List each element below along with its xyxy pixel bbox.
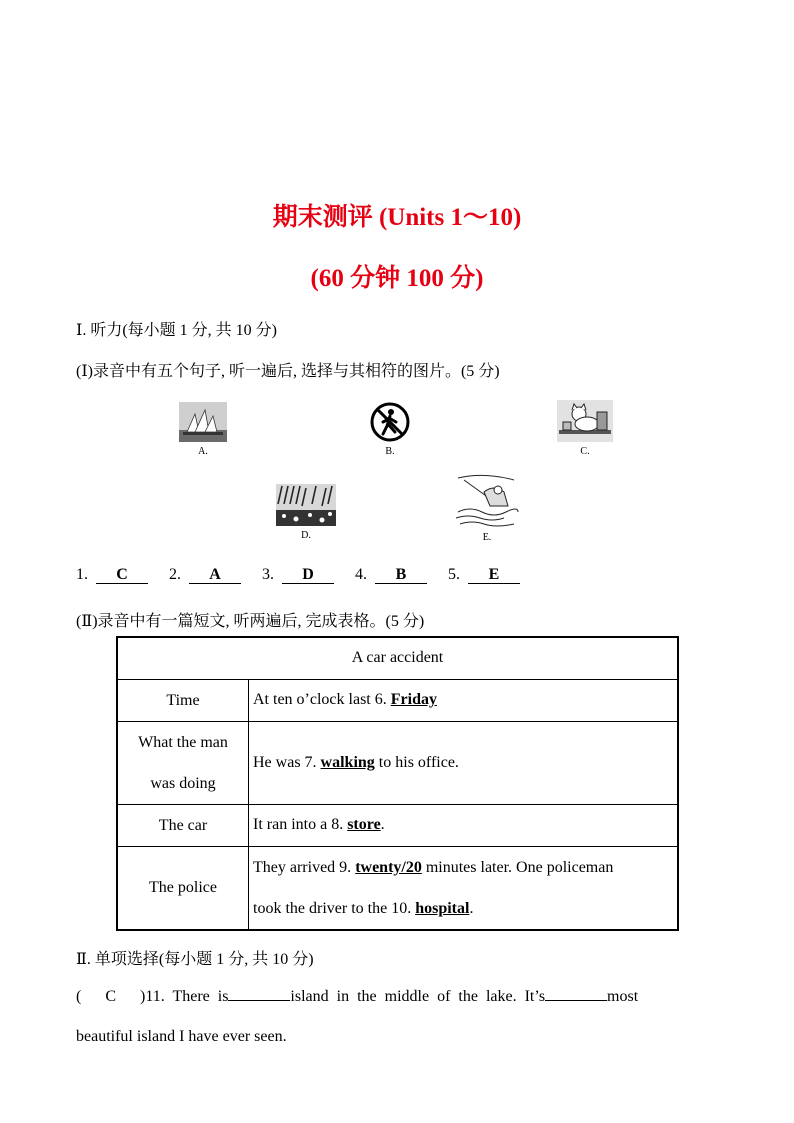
- cat-on-desk-icon: [557, 400, 613, 442]
- answer-4-blank: B: [375, 567, 427, 584]
- answer-1-number: 1.: [76, 566, 88, 583]
- row-text: .: [469, 899, 474, 917]
- picture-d: [275, 484, 337, 541]
- row-label-time: Time: [117, 679, 249, 721]
- picture-e: [453, 472, 521, 543]
- answer-5-number: 5.: [448, 566, 460, 583]
- answer-6: Friday: [390, 691, 437, 708]
- picture-b-label: B.: [385, 446, 395, 457]
- q11-blank-1: [228, 986, 290, 1001]
- q11-middle: island in the middle of the lake. It’s: [290, 988, 546, 1005]
- row-content-car: [249, 804, 679, 846]
- answer-4-number: 4.: [355, 566, 367, 583]
- exam-time-score: (60 分钟 100 分): [310, 265, 484, 292]
- answer-8: store: [347, 816, 381, 833]
- table-row: [117, 679, 678, 721]
- row-content-doing: [249, 721, 679, 804]
- fishing-boat-icon: [454, 472, 520, 528]
- row-content-time: [249, 679, 679, 721]
- question-11: [76, 986, 718, 1006]
- picture-e-label: E.: [482, 532, 492, 543]
- part2-instruction: (Ⅱ)录音中有一篇短文, 听两遍后, 完成表格。(5 分): [76, 613, 425, 630]
- rain-storm-icon: [276, 484, 336, 526]
- row-label-car: The car: [117, 804, 249, 846]
- table-row: [117, 846, 678, 930]
- answer-5-blank: E: [468, 567, 520, 584]
- row-text: to his office.: [374, 753, 459, 771]
- q11-prefix: ( C )11. There is: [76, 988, 229, 1005]
- answer-2-number: 2.: [169, 566, 181, 583]
- table-row: [117, 804, 678, 846]
- row-text: He was 7.: [253, 753, 321, 771]
- row-text: minutes later. One policeman: [421, 858, 614, 876]
- row-label-police: The police: [117, 846, 249, 930]
- row-content-police: [249, 846, 679, 930]
- answer-1-blank: C: [96, 567, 148, 584]
- answer-3-number: 3.: [262, 566, 274, 583]
- part1-instruction: (Ⅰ)录音中有五个句子, 听一遍后, 选择与其相符的图片。(5 分): [76, 363, 500, 380]
- row-text: They arrived 9.: [253, 858, 356, 876]
- page-title: 期末测评 (Units 1～10): [272, 204, 522, 231]
- part1-answers: [76, 566, 520, 584]
- picture-c: [555, 400, 615, 457]
- opera-house-icon: [179, 402, 227, 442]
- row-label-line1: What the man: [138, 733, 228, 751]
- section2-heading: Ⅱ. 单项选择(每小题 1 分, 共 10 分): [76, 951, 314, 968]
- row-label-doing: [117, 721, 249, 804]
- picture-b: [364, 402, 416, 457]
- answer-2-blank: A: [189, 567, 241, 584]
- table-header: A car accident: [117, 637, 678, 679]
- section1-heading: Ⅰ. 听力(每小题 1 分, 共 10 分): [76, 322, 277, 339]
- row-text: At ten o’clock last 6.: [253, 691, 391, 708]
- row-label-line2: was doing: [150, 774, 216, 792]
- answer-9: twenty/20: [355, 858, 422, 876]
- answer-10: hospital: [415, 899, 470, 917]
- picture-c-label: C.: [580, 446, 590, 457]
- answer-7: walking: [320, 753, 375, 771]
- picture-a-label: A.: [198, 446, 208, 457]
- picture-a: [176, 402, 230, 457]
- q11-blank-2: [545, 986, 607, 1001]
- answer-3-blank: D: [282, 567, 334, 584]
- row-text: took the driver to the 10.: [253, 899, 416, 917]
- q11-line2: beautiful island I have ever seen.: [76, 1028, 287, 1045]
- no-walking-sign-icon: [369, 402, 411, 442]
- table-row: [117, 721, 678, 804]
- row-text: .: [380, 816, 385, 833]
- accident-table: [116, 636, 679, 931]
- row-text: It ran into a 8.: [253, 816, 348, 833]
- picture-d-label: D.: [301, 530, 311, 541]
- q11-end: most: [607, 988, 639, 1005]
